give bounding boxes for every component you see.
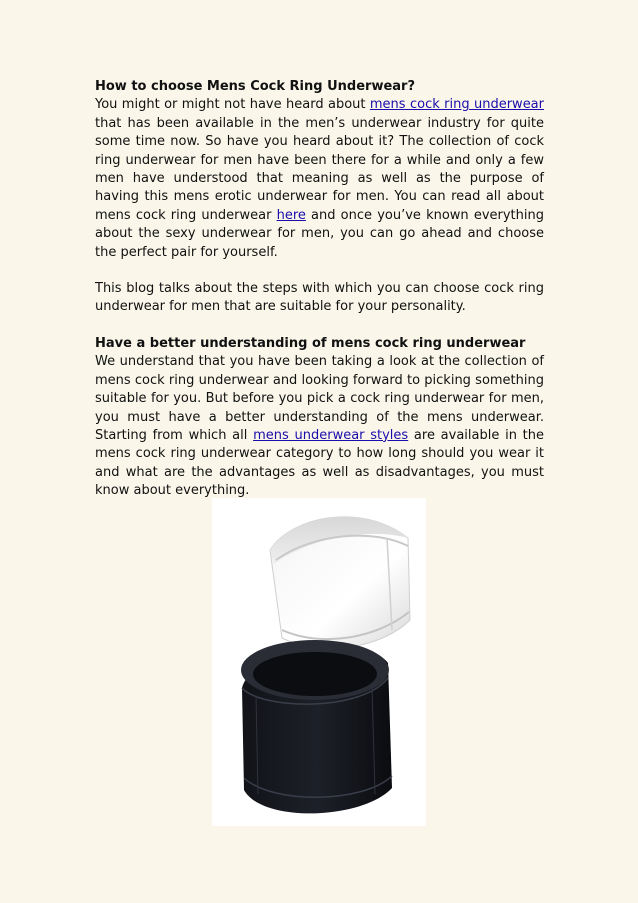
here-link[interactable]: here [276,207,306,223]
black-ring [241,640,392,813]
cock-rings-illustration [212,498,426,826]
intro-paragraph [95,96,544,262]
intro-text-3: and once you’ve known everything about the sexy underwear for men, you can go ahead and choose the perfect pair for yourself. [95,207,544,260]
section-paragraph [95,353,544,500]
intro-text-1: You might or might not have heard about [95,97,370,113]
cock-ring-product-image [212,498,426,826]
blog-summary-paragraph: This blog talks about the steps with which you can choose cock ring underwear for men that are suitable for your personality. [95,281,544,315]
mens-underwear-styles-link[interactable]: mens underwear styles [253,427,409,443]
section-text-2: are available in the mens cock ring underwear category to how long should you wear it and what are the advantages as well as disadvantages, you must know about everything. [95,427,544,499]
document-body [95,78,544,501]
mens-cock-ring-underwear-link[interactable]: mens cock ring underwear [369,97,544,113]
document-title: How to choose Mens Cock Ring Underwear? [95,79,415,94]
section-heading: Have a better understanding of mens cock ring underwear [95,335,526,351]
white-ring [270,517,410,649]
intro-text-2: that has been available in the men’s underwear industry for quite some time now. So have you heard about it? The collection of cock ring underwear for men have been there for a while and only a few men have understood that meaning as well as the purpose of having this mens erotic underwear for men. You can read all about mens cock ring underwear [95,115,544,223]
section-text-1: We understand that you have been taking a look at the collection of mens cock ring underwear and looking forward to picking something suitable for you. But before you pick a cock ring underwear for men, you must have a better understanding of the mens underwear. Starting from which all [95,354,544,443]
